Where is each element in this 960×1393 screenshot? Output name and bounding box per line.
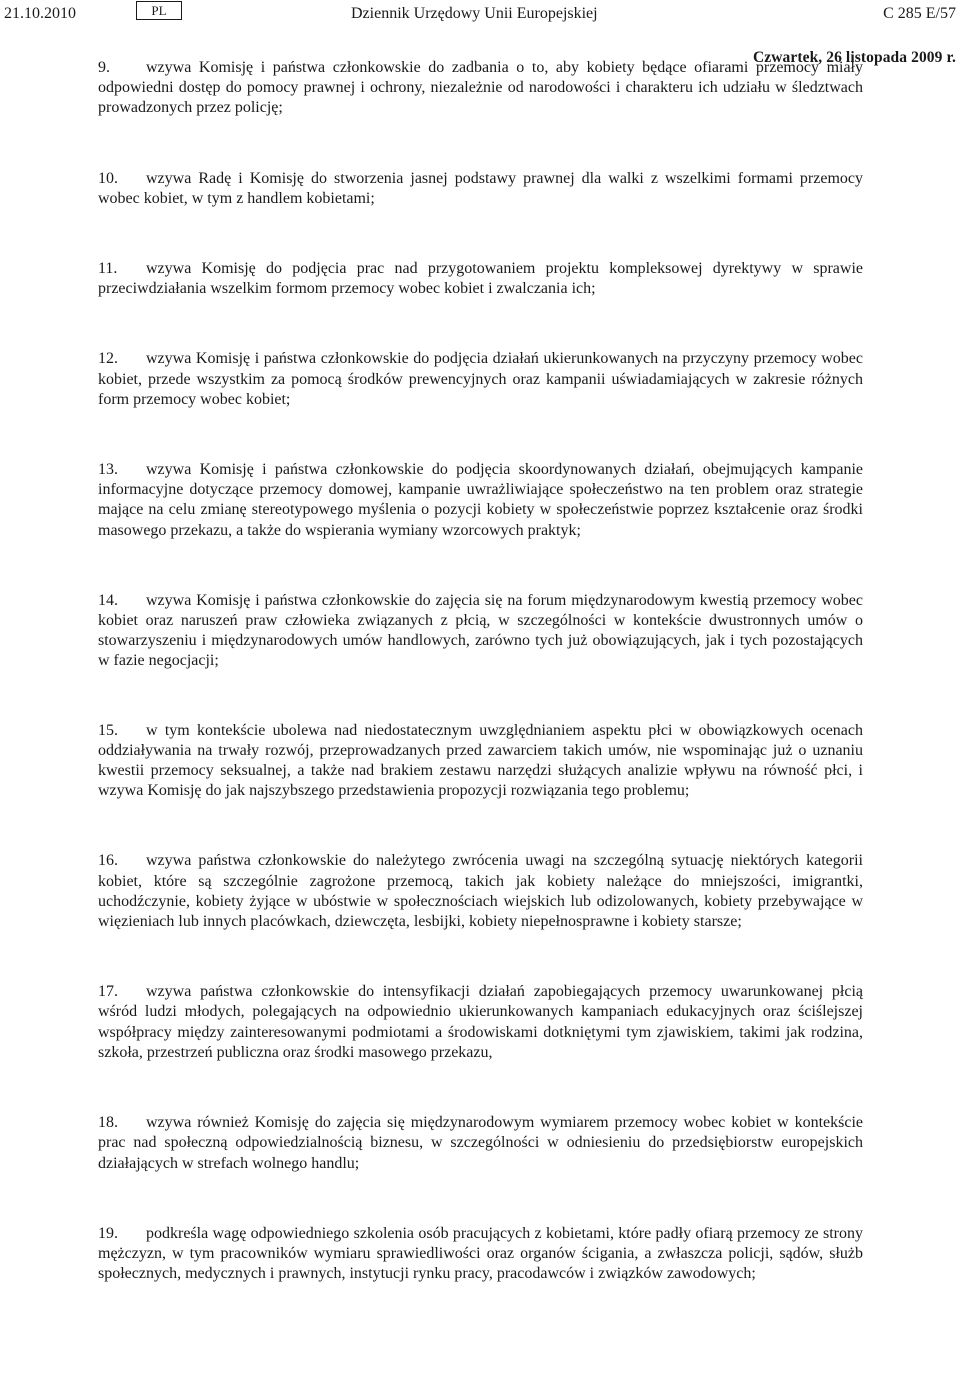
resolution-paragraph-17 bbox=[98, 982, 863, 1063]
paragraph-text: wzywa Komisję i państwa członkowskie do podjęcia skoordynowanych działań, obejmujących kampanie informacyjne dotyczące przemocy domowej, kampanie uwrażliwiające społeczeństwo na ten problem oraz strategie mające na celu zmianę stereotypowego myślenia o pozycji kobiety w społeczeństwie poprzez kształcenie oraz środki masowego przekazu, a także do wspierania wymiany wzorcowych praktyk; bbox=[98, 461, 863, 539]
session-date: Czwartek, 26 listopada 2009 r. bbox=[752, 49, 956, 66]
paragraph-number: 14. bbox=[98, 591, 118, 609]
paragraph-text: wzywa Komisję i państwa członkowskie do zajęcia się na forum międzynarodowym kwestią przemocy wobec kobiet oraz naruszeń praw człowieka związanych z płcią, w szczególności w kontekście dwustronnych umów o stowarzyszeniu i międzynarodowych umów handlowych, zarówno tych już obowiązujących, jak i tych pozostających w fazie negocjacji; bbox=[98, 591, 863, 670]
paragraph-number: 15. bbox=[98, 721, 118, 739]
resolution-paragraph-9 bbox=[98, 58, 863, 119]
paragraph-text: wzywa Radę i Komisję do stworzenia jasnej podstawy prawnej dla walki z wszelkimi formami przemocy wobec kobiet, w tym z handlem kobietami; bbox=[98, 169, 863, 207]
paragraph-text: wzywa również Komisję do zajęcia się międzynarodowym wymiarem przemocy wobec kobiet w kontekście prac nad społeczną odpowiedzialnością biznesu, w szczególności w odniesieniu do przedsiębiorstw europejskich działających w strefach wolnego handlu; bbox=[98, 1114, 863, 1172]
page-reference: C 285 E/57 bbox=[883, 5, 956, 22]
paragraph-number: 16. bbox=[98, 852, 118, 870]
resolution-paragraph-19 bbox=[98, 1224, 863, 1285]
resolution-paragraph-11 bbox=[98, 259, 863, 299]
paragraph-text: wzywa państwa członkowskie do intensyfikacji działań zapobiegających przemocy uwarunkowanej płcią wśród ludzi młodych, polegających na odpowiednio ukierunkowanych kampaniach edukacyjnych oraz ściślejszej współpracy między zainteresowanymi podmiotami a środowiskami dotkniętymi tym zjawiskiem, takimi jak rodzina, szkoła, przestrzeń publiczna oraz środki masowego przekazu, bbox=[98, 983, 863, 1061]
paragraph-number: 12. bbox=[98, 350, 118, 368]
publication-date: 21.10.2010 bbox=[4, 5, 76, 22]
paragraph-number: 13. bbox=[98, 461, 118, 479]
resolution-paragraph-10 bbox=[98, 169, 863, 209]
paragraph-number: 9. bbox=[98, 59, 110, 76]
paragraph-text: wzywa Komisję i państwa członkowskie do zadbania o to, aby kobiety będące ofiarami przemocy miały odpowiedni dostęp do pomocy prawnej i ochrony, niezależnie od narodowości i charakteru ich udziału w śledztwach prowadzonych przez policję; bbox=[98, 59, 863, 117]
paragraph-text: wzywa Komisję do podjęcia prac nad przygotowaniem projektu kompleksowej dyrektywy w sprawie przeciwdziałania wszelkim formom przemocy wobec kobiet i zwalczania ich; bbox=[98, 260, 863, 298]
resolution-paragraph-14 bbox=[98, 591, 863, 672]
paragraph-number: 11. bbox=[98, 260, 118, 278]
page-header bbox=[0, 4, 960, 28]
resolution-body bbox=[98, 58, 863, 1284]
paragraph-number: 18. bbox=[98, 1114, 118, 1132]
paragraph-number: 17. bbox=[98, 983, 118, 1001]
paragraph-text: wzywa państwa członkowskie do należytego zwrócenia uwagi na szczególną sytuację niektórych kategorii kobiet, które są szczególnie zagrożone przemocą, takich jak kobiety należące do mniejszości, imigrantki, uchodźczynie, kobiety żyjące w ubóstwie w społecznościach wiejskich lub odizolowanych, kobiety przebywające w więzieniach lub innych placówkach, dziewczęta, lesbijki, kobiety niepełnosprawne i kobiety starsze; bbox=[98, 852, 863, 931]
paragraph-text: podkreśla wagę odpowiedniego szkolenia osób pracujących z kobietami, które padły ofiarą przemocy ze strony mężczyzn, w tym pracowników wymiaru sprawiedliwości oraz organów ścigania, a zwłaszcza policji, sądów, służb społecznych, medycznych i prawnych, instytucji rynku pracy, pracodawców i związków zawodowych; bbox=[98, 1224, 863, 1283]
resolution-paragraph-12 bbox=[98, 349, 863, 410]
paragraph-text: wzywa Komisję i państwa członkowskie do podjęcia działań ukierunkowanych na przyczyny przemocy wobec kobiet, przede wszystkim za pomocą środków prewencyjnych oraz kampanii uświadamiających w zakresie różnych form przemocy wobec kobiet; bbox=[98, 350, 863, 408]
paragraph-number: 19. bbox=[98, 1224, 118, 1242]
paragraph-text: w tym kontekście ubolewa nad niedostatecznym uwzględnianiem aspektu płci w obowiązkowych ocenach oddziaływania na trwały rozwój, przeprowadzanych przed zawarciem takich umów, nie wspominając już o uznaniu kwestii przemocy seksualnej, a także nad brakiem zestawu narzędzi służących analizie wpływu na równość płci, i wzywa Komisję do jak najszybszego przedstawienia propozycji rozwiązania tego problemu; bbox=[98, 721, 863, 800]
journal-title: Dziennik Urzędowy Unii Europejskiej bbox=[351, 5, 598, 22]
language-badge: PL bbox=[136, 1, 182, 20]
resolution-paragraph-13 bbox=[98, 460, 863, 541]
resolution-paragraph-18 bbox=[98, 1113, 863, 1174]
resolution-paragraph-15 bbox=[98, 721, 863, 802]
paragraph-number: 10. bbox=[98, 169, 118, 187]
resolution-paragraph-16 bbox=[98, 851, 863, 932]
